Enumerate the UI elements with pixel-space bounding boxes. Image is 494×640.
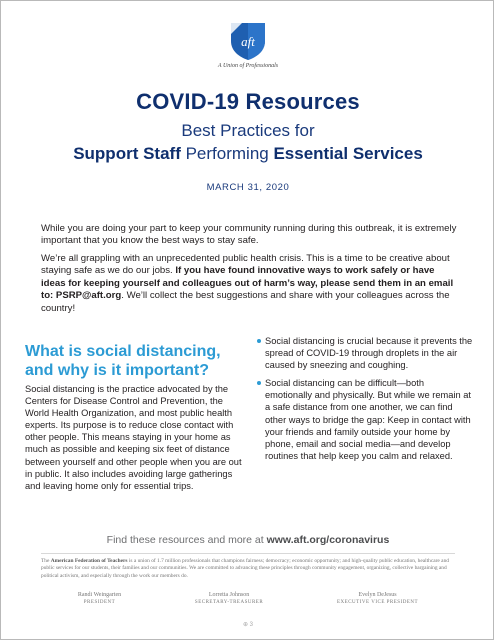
- officer-name: Randi Weingarten: [77, 592, 122, 598]
- list-item: [257, 335, 473, 371]
- union-bug-icon: ⊕ 3: [242, 622, 254, 628]
- aft-logo: [1, 19, 494, 66]
- officer-role: SECRETARY-TREASURER: [194, 600, 264, 605]
- subtitle-performing: Performing: [180, 144, 274, 163]
- officer-name: Lorretta Johnson: [208, 592, 250, 598]
- list-item: [257, 377, 473, 462]
- publish-date: MARCH 31, 2020: [206, 182, 290, 193]
- fine-print-pre: The: [41, 558, 51, 564]
- section-heading: What is social distancing, and why is it important?: [25, 343, 221, 379]
- officer-role: PRESIDENT: [83, 600, 116, 605]
- aft-shield-icon: [227, 19, 269, 61]
- resources-line: [1, 534, 494, 546]
- subtitle-line-2: [1, 144, 494, 164]
- section-body: Social distancing is the practice advocated by the Centers for Disease Control and Prevention, the World Health Organization, and most public health experts. Its purpose is to reduce close contact with other people. This means staying in your home as much as possible and keeping six feet of distance between yourself and other people when you are out in public. It also includes avoiding large gatherings and leaving home only for essential trips.: [25, 384, 242, 491]
- subtitle-essential-services: Essential Services: [273, 144, 423, 163]
- resources-text: Find these resources and more at: [106, 534, 267, 546]
- page-title: COVID-19 Resources: [136, 89, 360, 114]
- intro-p2-text: We’re all grappling with an unprecedented public health crisis. This is a time to be creative about staying safe as we do our jobs.: [41, 253, 450, 277]
- logo-text: aft: [241, 34, 255, 49]
- resources-link[interactable]: www.aft.org/coronavirus: [266, 534, 390, 546]
- footer-fine-print: [41, 558, 455, 580]
- fine-print-org: American Federation of Teachers: [50, 558, 128, 564]
- bullet-text: Social distancing can be difficult—both emotionally and physically. But while we remain at a safe distance from one another, we can find other ways to bridge the gap: Keep in contact with your friends and family outside your home by phone, email and social media—and develop routines that help keep you calm and relaxed.: [265, 378, 472, 461]
- officer-president: [78, 591, 121, 606]
- officer-name: Evelyn DeJesus: [358, 592, 397, 598]
- subtitle-support-staff: Support Staff: [73, 144, 181, 163]
- officers-list: [41, 591, 455, 606]
- intro-paragraph-2: [41, 253, 459, 315]
- officer-evp: [337, 591, 418, 606]
- officer-secretary-treasurer: [195, 591, 263, 606]
- intro-p2-closing: . We’ll collect the best suggestions and share with your colleagues across the country!: [41, 290, 450, 314]
- footer-divider: [41, 553, 455, 554]
- fine-print-text: is a union of 1.7 million professionals that champions fairness; democracy; economic opportunity; and high-quality public education, healthcare and public services for our students, their families and our communities. We are committed to advancing these principles through community engagement, organizing, collective bargaining and political activism, and especially through the work our members do.: [41, 558, 449, 579]
- bullet-text: Social distancing is crucial because it prevents the spread of COVID-19 through droplets in the air caused by sneezing and coughing.: [265, 336, 473, 371]
- intro-p2-callout: If you have found innovative ways to work safely or have ideas for keeping yourself and colleagues out of harm’s way, please send them in an email to: PSRP@aft.org: [41, 265, 454, 302]
- bullet-dot-icon: [257, 339, 261, 343]
- bullet-list: [257, 335, 473, 468]
- intro-paragraph-1: While you are doing your part to keep your community running during this outbreak, it is extremely important that you know the best ways to stay safe.: [41, 223, 457, 247]
- bullet-dot-icon: [257, 381, 261, 385]
- logo-tagline: A Union of Professionals: [217, 63, 279, 69]
- subtitle-line-1: Best Practices for: [181, 121, 315, 140]
- officer-role: EXECUTIVE VICE PRESIDENT: [337, 600, 419, 605]
